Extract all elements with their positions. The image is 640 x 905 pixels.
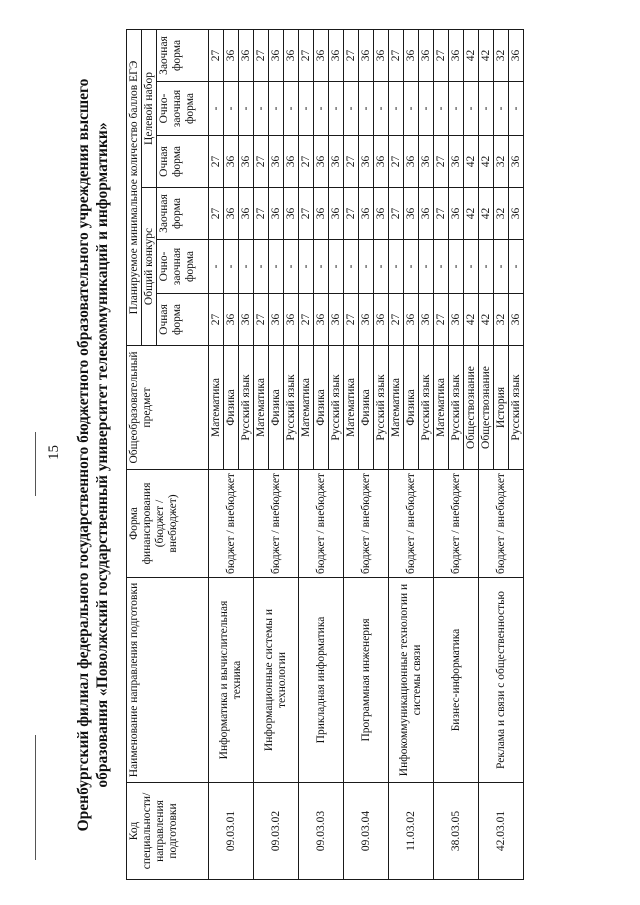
code-cell: 38.03.05 xyxy=(434,783,479,880)
score-cell-t-ext: 27 xyxy=(344,29,359,81)
score-cell-t-part: - xyxy=(374,82,389,136)
subject-cell: Обществознание xyxy=(479,346,494,470)
table-row xyxy=(299,29,314,879)
score-cell-g-part: - xyxy=(344,240,359,294)
score-cell-t-part: - xyxy=(209,82,224,136)
score-cell-t-part: - xyxy=(449,82,464,136)
score-cell-g-ext: 36 xyxy=(239,188,254,240)
header-targeted-part-time: Очно-заочная форма xyxy=(157,82,209,136)
score-cell-t-ext: 42 xyxy=(479,29,494,81)
direction-cell: Бизнес-информатика xyxy=(434,578,479,783)
score-cell-t-ext: 36 xyxy=(404,29,419,81)
subject-cell: Физика xyxy=(314,346,329,470)
subject-cell: Русский язык xyxy=(329,346,344,470)
score-cell-t-part: - xyxy=(494,82,509,136)
table-body xyxy=(209,29,524,879)
score-cell-g-ext: 36 xyxy=(509,188,524,240)
direction-cell: Инфокоммуникационные технологии и системы связи xyxy=(389,578,434,783)
finance-cell: бюджет / внебюджет xyxy=(209,470,254,578)
score-cell-t-part: - xyxy=(239,82,254,136)
score-cell-g-ext: 36 xyxy=(449,188,464,240)
subject-cell: Физика xyxy=(359,346,374,470)
score-cell-g-full: 36 xyxy=(269,294,284,346)
subject-cell: Русский язык xyxy=(419,346,434,470)
header-targeted-full-time: Очная форма xyxy=(157,136,209,188)
score-cell-g-part: - xyxy=(224,240,239,294)
finance-cell: бюджет / внебюджет xyxy=(299,470,344,578)
table-row xyxy=(389,29,404,879)
score-cell-t-full: 36 xyxy=(329,136,344,188)
subject-cell: Математика xyxy=(209,346,224,470)
score-cell-g-part: - xyxy=(479,240,494,294)
score-cell-g-ext: 32 xyxy=(494,188,509,240)
score-cell-t-part: - xyxy=(479,82,494,136)
score-cell-t-ext: 36 xyxy=(419,29,434,81)
score-cell-g-full: 36 xyxy=(314,294,329,346)
score-cell-g-part: - xyxy=(449,240,464,294)
header-general-part-time: Очно-заочная форма xyxy=(157,240,209,294)
score-cell-t-part: - xyxy=(254,82,269,136)
finance-cell: бюджет / внебюджет xyxy=(434,470,479,578)
score-cell-g-part: - xyxy=(209,240,224,294)
score-cell-g-full: 27 xyxy=(209,294,224,346)
score-cell-t-part: - xyxy=(389,82,404,136)
score-cell-g-full: 42 xyxy=(464,294,479,346)
score-cell-g-full: 36 xyxy=(374,294,389,346)
header-finance: Форма финансирования (бюджет / внебюджет) xyxy=(127,470,209,578)
score-cell-g-full: 36 xyxy=(449,294,464,346)
score-cell-t-full: 27 xyxy=(434,136,449,188)
score-cell-g-part: - xyxy=(374,240,389,294)
exam-scores-table xyxy=(126,29,524,880)
header-general-full-time: Очная форма xyxy=(157,294,209,346)
score-cell-g-ext: 36 xyxy=(359,188,374,240)
finance-cell: бюджет / внебюджет xyxy=(254,470,299,578)
score-cell-t-full: 36 xyxy=(269,136,284,188)
score-cell-g-full: 27 xyxy=(344,294,359,346)
score-cell-t-ext: 36 xyxy=(359,29,374,81)
code-cell: 09.03.03 xyxy=(299,783,344,880)
score-cell-t-ext: 36 xyxy=(269,29,284,81)
score-cell-g-part: - xyxy=(434,240,449,294)
subject-cell: Русский язык xyxy=(509,346,524,470)
table-row xyxy=(434,29,449,879)
score-cell-t-full: 36 xyxy=(509,136,524,188)
score-cell-g-full: 32 xyxy=(494,294,509,346)
header-code: Код специальности/ направления подготовки xyxy=(127,783,209,880)
score-cell-t-part: - xyxy=(314,82,329,136)
title-line-2: образования «Поволжский государственный университет телекоммуникаций и информатики» xyxy=(94,122,111,788)
header-direction: Наименование направления подготовки xyxy=(127,578,209,783)
score-cell-g-part: - xyxy=(314,240,329,294)
score-cell-t-full: 42 xyxy=(479,136,494,188)
score-cell-t-ext: 32 xyxy=(494,29,509,81)
score-cell-g-part: - xyxy=(284,240,299,294)
direction-cell: Информатика и вычислительная техника xyxy=(209,578,254,783)
score-cell-t-ext: 27 xyxy=(209,29,224,81)
header-targeted-admission: Целевой набор xyxy=(142,29,157,187)
score-cell-t-part: - xyxy=(344,82,359,136)
finance-cell: бюджет / внебюджет xyxy=(344,470,389,578)
score-cell-t-part: - xyxy=(464,82,479,136)
score-cell-g-full: 27 xyxy=(299,294,314,346)
header-targeted-extramural: Заочная форма xyxy=(157,29,209,81)
page-number-text: 15 xyxy=(45,444,62,460)
score-cell-g-part: - xyxy=(494,240,509,294)
direction-cell: Реклама и связи с общественностью xyxy=(479,578,524,783)
header-planned: Планируемое минимальное количество баллов ЕГЭ xyxy=(127,29,142,345)
score-cell-g-part: - xyxy=(239,240,254,294)
subject-cell: Математика xyxy=(389,346,404,470)
score-cell-g-ext: 27 xyxy=(344,188,359,240)
score-cell-g-ext: 36 xyxy=(284,188,299,240)
score-cell-t-full: 36 xyxy=(224,136,239,188)
finance-cell: бюджет / внебюджет xyxy=(389,470,434,578)
score-cell-g-ext: 36 xyxy=(419,188,434,240)
score-cell-g-ext: 27 xyxy=(434,188,449,240)
score-cell-t-ext: 42 xyxy=(464,29,479,81)
score-cell-t-full: 36 xyxy=(284,136,299,188)
score-cell-t-part: - xyxy=(509,82,524,136)
header-subject: Общеобразовательный предмет xyxy=(127,346,209,470)
score-cell-g-ext: 36 xyxy=(404,188,419,240)
rotated-page-content xyxy=(74,30,634,880)
score-cell-t-part: - xyxy=(419,82,434,136)
score-cell-t-full: 36 xyxy=(239,136,254,188)
subject-cell: Русский язык xyxy=(449,346,464,470)
page-number xyxy=(45,440,62,464)
score-cell-g-full: 27 xyxy=(389,294,404,346)
score-cell-t-full: 36 xyxy=(374,136,389,188)
score-cell-g-part: - xyxy=(359,240,374,294)
score-cell-t-part: - xyxy=(299,82,314,136)
score-cell-g-ext: 36 xyxy=(329,188,344,240)
score-cell-t-ext: 36 xyxy=(374,29,389,81)
score-cell-g-full: 36 xyxy=(404,294,419,346)
score-cell-t-full: 27 xyxy=(254,136,269,188)
score-cell-t-full: 42 xyxy=(464,136,479,188)
margin-line-top xyxy=(35,432,36,496)
score-cell-g-ext: 42 xyxy=(479,188,494,240)
score-cell-t-full: 36 xyxy=(359,136,374,188)
direction-cell: Программная инженерия xyxy=(344,578,389,783)
score-cell-t-ext: 27 xyxy=(434,29,449,81)
score-cell-g-part: - xyxy=(299,240,314,294)
table-row xyxy=(254,29,269,879)
score-cell-t-full: 27 xyxy=(344,136,359,188)
score-cell-t-ext: 36 xyxy=(329,29,344,81)
code-cell: 09.03.02 xyxy=(254,783,299,880)
subject-cell: Обществознание xyxy=(464,346,479,470)
score-cell-t-part: - xyxy=(284,82,299,136)
score-cell-t-full: 27 xyxy=(299,136,314,188)
score-cell-g-full: 36 xyxy=(359,294,374,346)
score-cell-t-ext: 27 xyxy=(254,29,269,81)
score-cell-t-full: 36 xyxy=(404,136,419,188)
score-cell-t-full: 27 xyxy=(209,136,224,188)
score-cell-g-full: 27 xyxy=(434,294,449,346)
score-cell-t-full: 32 xyxy=(494,136,509,188)
score-cell-t-ext: 27 xyxy=(299,29,314,81)
score-cell-g-full: 27 xyxy=(254,294,269,346)
margin-line-bottom xyxy=(35,735,36,860)
score-cell-g-full: 36 xyxy=(419,294,434,346)
score-cell-g-part: - xyxy=(464,240,479,294)
document-title xyxy=(74,30,130,880)
code-cell: 11.03.02 xyxy=(389,783,434,880)
score-cell-g-full: 36 xyxy=(224,294,239,346)
header-general-extramural: Заочная форма xyxy=(157,188,209,240)
score-cell-g-part: - xyxy=(269,240,284,294)
score-cell-t-ext: 36 xyxy=(509,29,524,81)
score-cell-t-ext: 27 xyxy=(389,29,404,81)
score-cell-g-ext: 36 xyxy=(224,188,239,240)
score-cell-t-full: 36 xyxy=(449,136,464,188)
subject-cell: Физика xyxy=(224,346,239,470)
score-cell-g-full: 36 xyxy=(239,294,254,346)
score-cell-t-ext: 36 xyxy=(284,29,299,81)
score-cell-g-ext: 27 xyxy=(389,188,404,240)
subject-cell: Математика xyxy=(344,346,359,470)
title-line-1: Оренбургский филиал федерального государственного бюджетного образовательного учреждения высшего xyxy=(75,78,92,832)
score-cell-t-full: 36 xyxy=(314,136,329,188)
score-cell-g-full: 36 xyxy=(284,294,299,346)
score-cell-g-full: 42 xyxy=(479,294,494,346)
subject-cell: Русский язык xyxy=(239,346,254,470)
code-cell: 42.03.01 xyxy=(479,783,524,880)
score-cell-g-ext: 42 xyxy=(464,188,479,240)
score-cell-g-ext: 27 xyxy=(299,188,314,240)
direction-cell: Информационные системы и технологии xyxy=(254,578,299,783)
subject-cell: Физика xyxy=(269,346,284,470)
header-general-competition: Общий конкурс xyxy=(142,188,157,346)
subject-cell: Математика xyxy=(299,346,314,470)
score-cell-g-full: 36 xyxy=(509,294,524,346)
score-cell-t-ext: 36 xyxy=(239,29,254,81)
score-cell-t-part: - xyxy=(404,82,419,136)
score-cell-g-ext: 36 xyxy=(374,188,389,240)
score-cell-g-ext: 27 xyxy=(254,188,269,240)
score-cell-g-part: - xyxy=(389,240,404,294)
finance-cell: бюджет / внебюджет xyxy=(479,470,524,578)
score-cell-t-part: - xyxy=(269,82,284,136)
score-cell-g-part: - xyxy=(509,240,524,294)
score-cell-g-ext: 36 xyxy=(314,188,329,240)
score-cell-g-part: - xyxy=(404,240,419,294)
code-cell: 09.03.01 xyxy=(209,783,254,880)
table-row xyxy=(209,29,224,879)
score-cell-g-part: - xyxy=(419,240,434,294)
table-row xyxy=(479,29,494,879)
score-cell-t-part: - xyxy=(359,82,374,136)
score-cell-g-part: - xyxy=(329,240,344,294)
subject-cell: Математика xyxy=(434,346,449,470)
subject-cell: Русский язык xyxy=(284,346,299,470)
code-cell: 09.03.04 xyxy=(344,783,389,880)
score-cell-g-part: - xyxy=(254,240,269,294)
score-cell-t-part: - xyxy=(224,82,239,136)
subject-cell: История xyxy=(494,346,509,470)
score-cell-g-full: 36 xyxy=(329,294,344,346)
score-cell-t-full: 27 xyxy=(389,136,404,188)
subject-cell: Математика xyxy=(254,346,269,470)
score-cell-g-ext: 27 xyxy=(209,188,224,240)
table-row xyxy=(344,29,359,879)
score-cell-t-part: - xyxy=(329,82,344,136)
score-cell-t-ext: 36 xyxy=(224,29,239,81)
direction-cell: Прикладная информатика xyxy=(299,578,344,783)
score-cell-t-ext: 36 xyxy=(314,29,329,81)
subject-cell: Русский язык xyxy=(374,346,389,470)
score-cell-t-full: 36 xyxy=(419,136,434,188)
subject-cell: Физика xyxy=(404,346,419,470)
score-cell-g-ext: 36 xyxy=(269,188,284,240)
score-cell-t-ext: 36 xyxy=(449,29,464,81)
score-cell-t-part: - xyxy=(434,82,449,136)
